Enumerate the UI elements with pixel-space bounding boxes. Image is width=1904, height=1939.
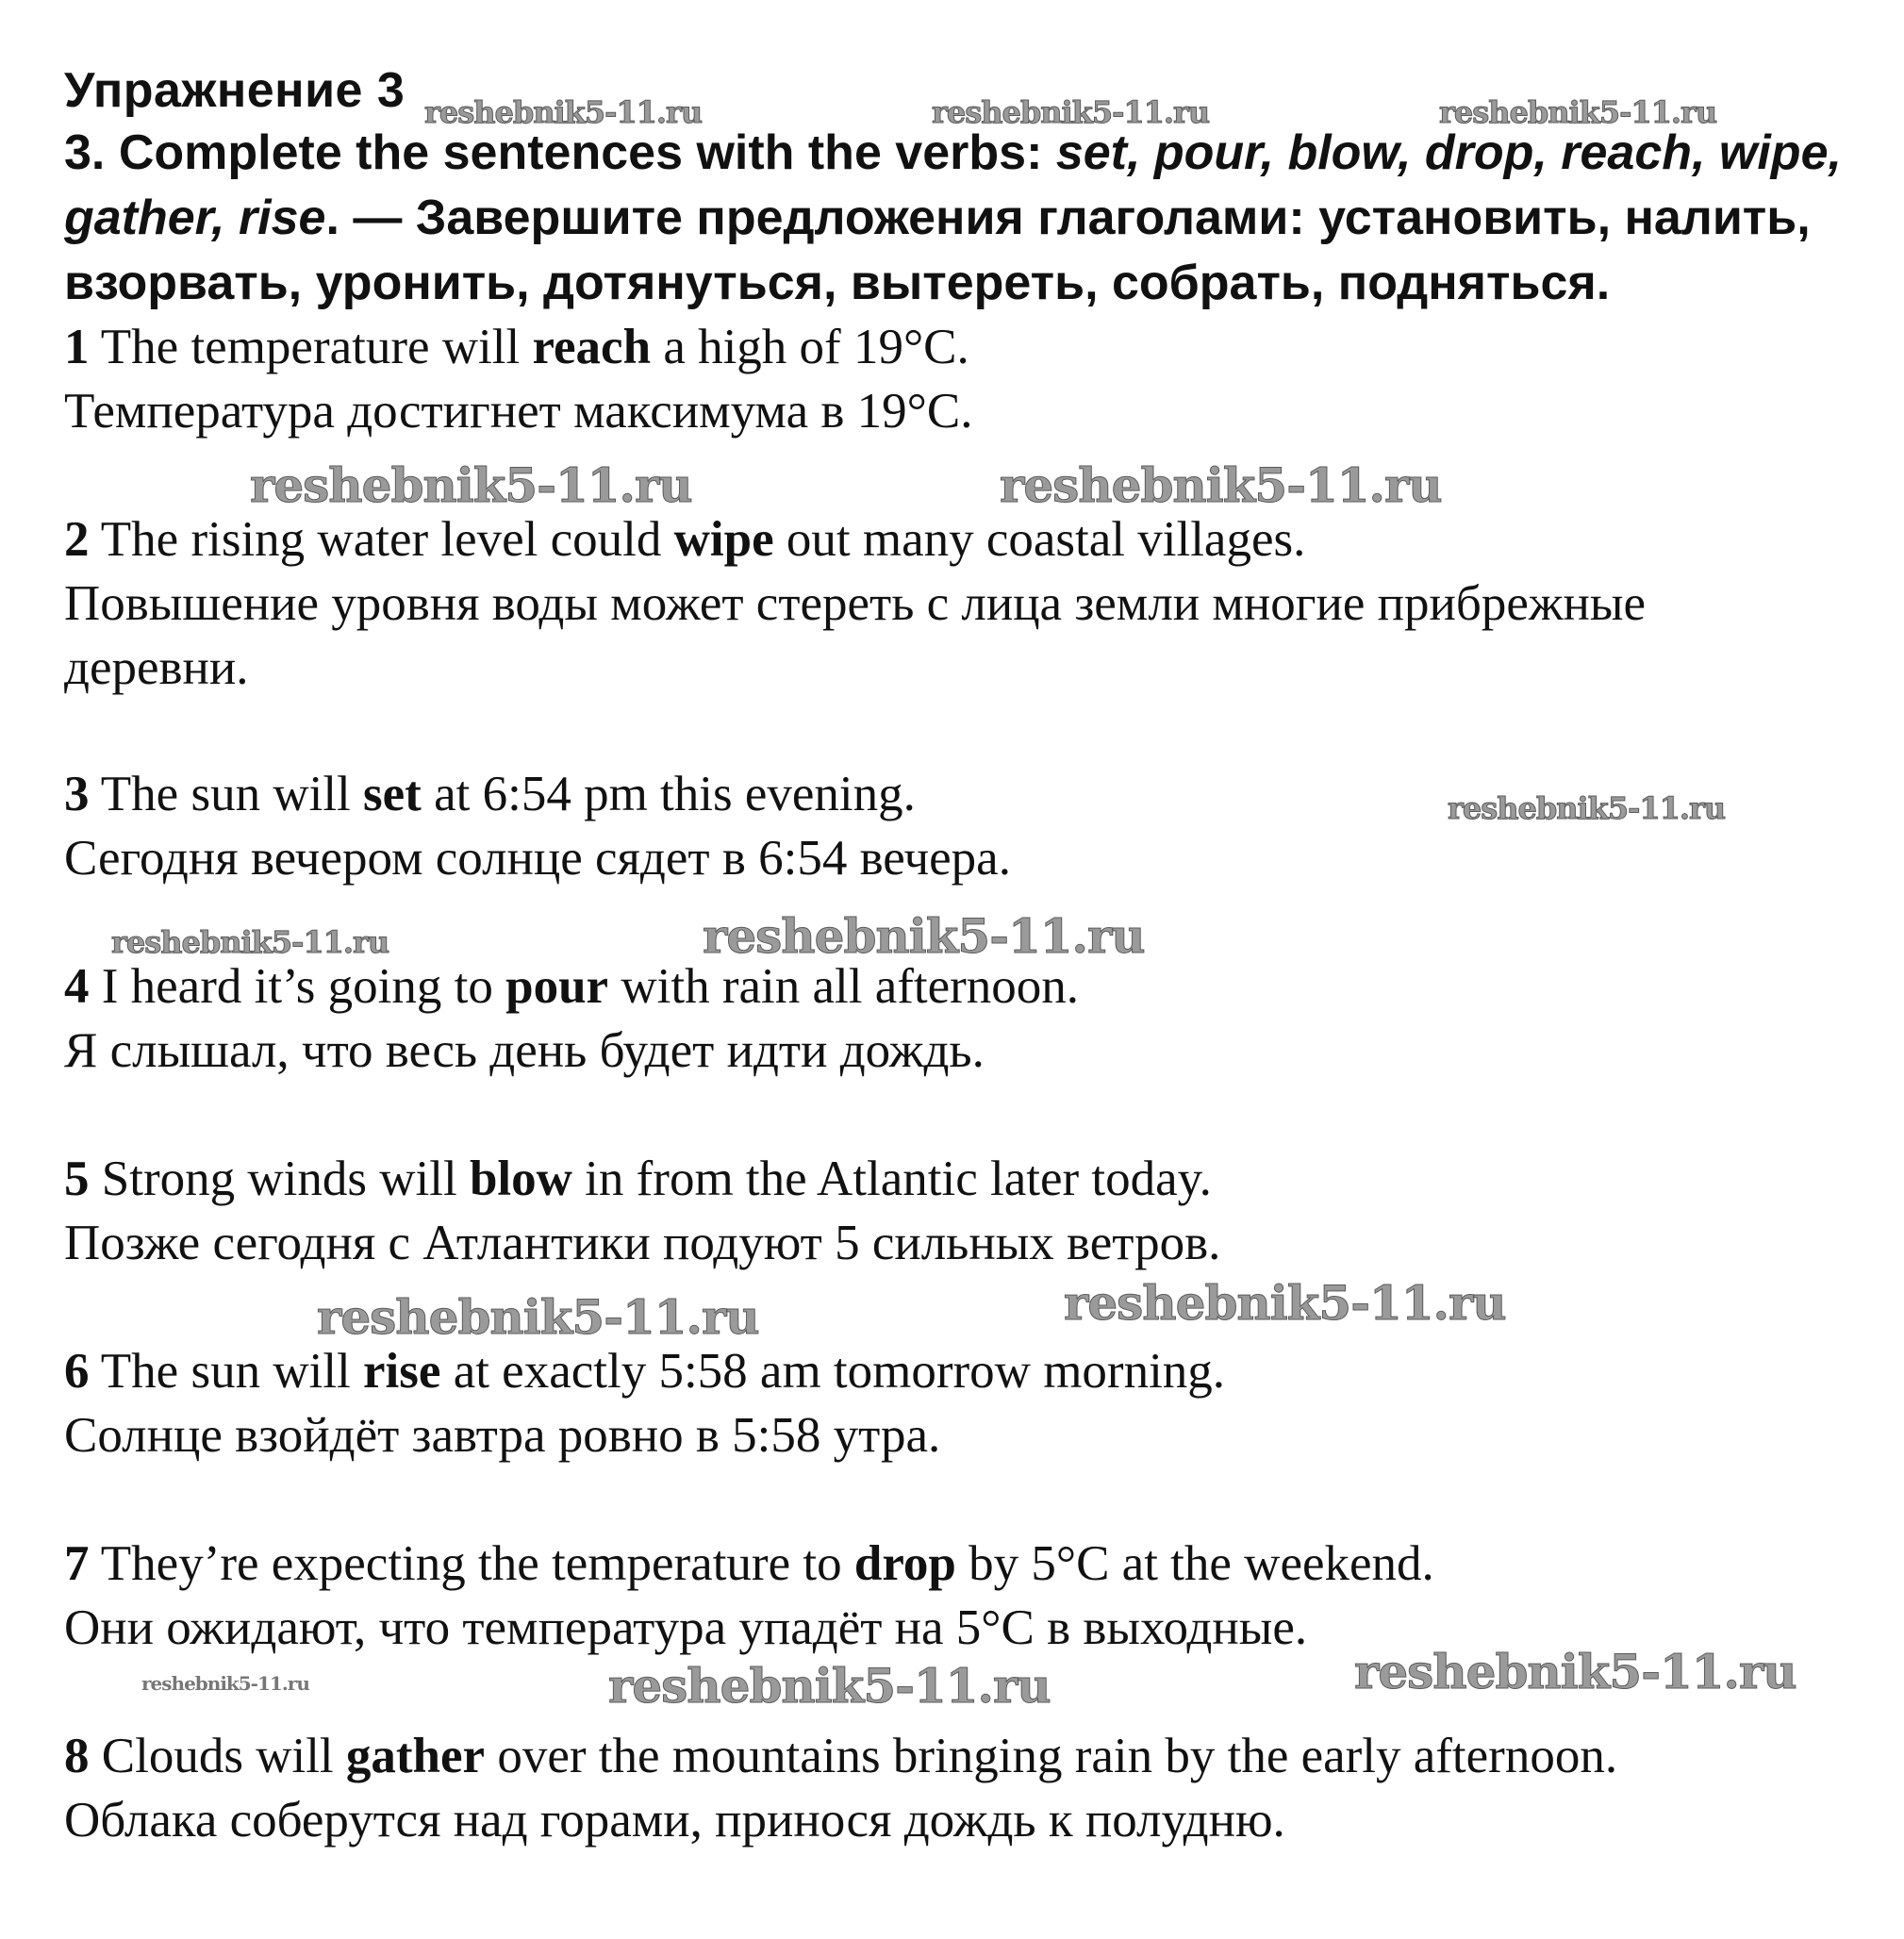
sentence-1: 1 The temperature will reach a high of 19°C.	[64, 320, 969, 374]
task-instruction-line-3: взорвать, уронить, дотянуться, вытереть, собрать, подняться.	[64, 256, 1611, 310]
watermark: reshebnik5-11.ru	[1354, 1644, 1796, 1699]
answer-verb: reach	[532, 320, 652, 374]
sentence-6: 6 The sun will rise at exactly 5:58 am tomorrow morning.	[64, 1344, 1226, 1399]
watermark: reshebnik5-11.ru	[111, 924, 389, 960]
translation-5: Позже сегодня с Атлантики подуют 5 сильных ветров.	[64, 1216, 1221, 1270]
task-lead: 3. Complete the sentences with the verbs:	[64, 125, 1056, 180]
watermark: reshebnik5-11.ru	[317, 1289, 759, 1345]
sentence-number: 2	[64, 512, 90, 567]
sentence-2: 2 The rising water level could wipe out many coastal villages.	[64, 512, 1306, 567]
answer-verb: drop	[853, 1536, 956, 1591]
watermark: reshebnik5-11.ru	[424, 94, 703, 130]
watermark: reshebnik5-11.ru	[1064, 1275, 1506, 1331]
watermark: reshebnik5-11.ru	[1439, 94, 1717, 130]
task-instruction-line-2	[64, 186, 1811, 250]
translation-1: Температура достигнет максимума в 19°C.	[64, 384, 973, 439]
translation-3: Сегодня вечером солнце сядет в 6:54 вечера.	[64, 831, 1011, 886]
watermark: reshebnik5-11.ru	[250, 457, 692, 513]
answer-verb: rise	[363, 1344, 441, 1399]
answer-verb: wipe	[673, 512, 774, 567]
sentence-number: 8	[64, 1729, 90, 1783]
translation-2a: Повышение уровня воды может стереть с лица земли многие прибрежные	[64, 576, 1647, 631]
watermark: reshebnik5-11.ru	[608, 1658, 1051, 1714]
watermark: reshebnik5-11.ru	[932, 94, 1210, 130]
translation-7: Они ожидают, что температура упадёт на 5°C в выходные.	[64, 1600, 1308, 1655]
translation-4: Я слышал, что весь день будет идти дождь.	[64, 1023, 985, 1078]
task-verbs-2: gather, rise	[64, 191, 326, 245]
watermark: reshebnik5-11.ru	[1000, 457, 1442, 513]
task-verbs-1: set, pour, blow, drop, reach, wipe,	[1055, 125, 1842, 180]
task-instruction-line-1	[64, 121, 1842, 185]
translation-6: Солнце взойдёт завтра ровно в 5:58 утра.	[64, 1408, 941, 1463]
sentence-8: 8 Clouds will gather over the mountains bringing rain by the early afternoon.	[64, 1729, 1618, 1783]
answer-verb: pour	[505, 959, 609, 1014]
task-translation-lead: . — Завершите предложения глаголами: установить, налить,	[325, 191, 1811, 245]
translation-8: Облака соберутся над горами, принося дождь к полудню.	[64, 1793, 1285, 1848]
sentence-3: 3 The sun will set at 6:54 pm this evening.	[64, 767, 916, 821]
watermark: reshebnik5-11.ru	[1448, 790, 1726, 826]
sentence-number: 4	[64, 959, 90, 1014]
sentence-4: 4 I heard it’s going to pour with rain all afternoon.	[64, 959, 1080, 1014]
watermark: reshebnik5-11.ru	[703, 908, 1145, 964]
sentence-5: 5 Strong winds will blow in from the Atlantic later today.	[64, 1152, 1212, 1206]
answer-verb: blow	[469, 1152, 572, 1206]
translation-2b: деревни.	[64, 640, 249, 695]
sentence-number: 7	[64, 1536, 90, 1591]
sentence-number: 5	[64, 1152, 90, 1206]
answer-verb: gather	[345, 1729, 486, 1783]
sentence-number: 1	[64, 320, 90, 374]
sentence-number: 6	[64, 1344, 90, 1399]
answer-verb: set	[363, 767, 422, 821]
sentence-7: 7 They’re expecting the temperature to drop by 5°C at the weekend.	[64, 1536, 1434, 1591]
watermark: reshebnik5-11.ru	[141, 1672, 309, 1695]
sentence-number: 3	[64, 767, 90, 821]
exercise-title: Упражнение 3	[64, 63, 406, 118]
